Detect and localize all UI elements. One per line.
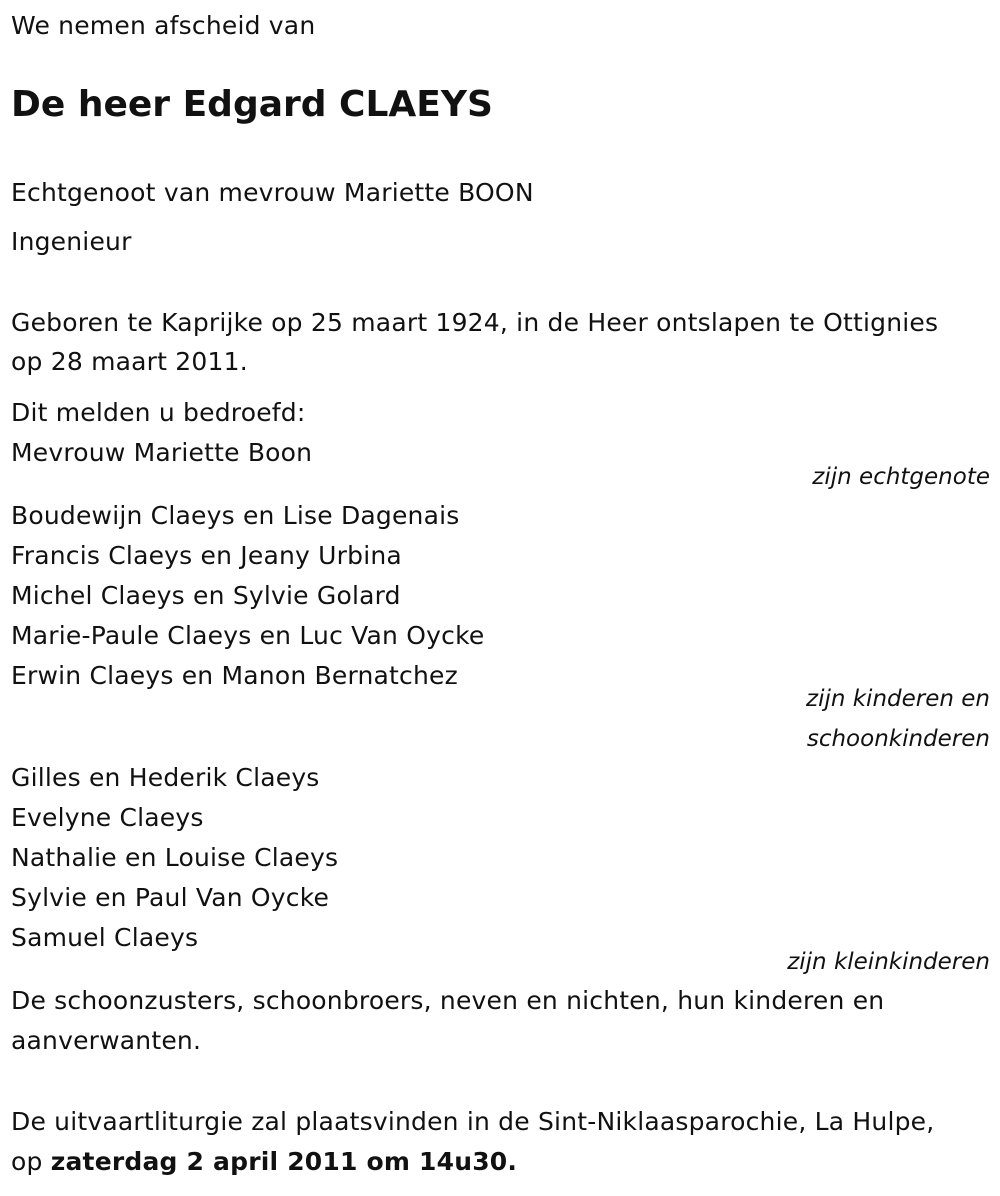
list-item: Boudewijn Claeys en Lise Dagenais: [11, 501, 460, 530]
list-item: Michel Claeys en Sylvie Golard: [11, 581, 401, 610]
funeral-line-1: De uitvaartliturgie zal plaatsvinden in de Sint-Niklaasparochie, La Hulpe,: [11, 1107, 935, 1136]
children-relation-line-1: zijn kinderen en: [806, 686, 990, 712]
list-item: Erwin Claeys en Manon Bernatchez: [11, 661, 458, 690]
relatives-line-2: aanverwanten.: [11, 1026, 202, 1055]
birth-line-1: Geboren te Kaprijke op 25 maart 1924, in de Heer ontslapen te Ottignies: [11, 308, 939, 337]
list-item: Sylvie en Paul Van Oycke: [11, 883, 330, 912]
children-relation-line-2: schoonkinderen: [806, 726, 990, 752]
spouse-line: Echtgenoot van mevrouw Mariette BOON: [11, 178, 534, 207]
funeral-date: zaterdag 2 april 2011 om 14u30.: [50, 1147, 518, 1176]
profession: Ingenieur: [11, 227, 132, 256]
list-item: Gilles en Hederik Claeys: [11, 763, 320, 792]
list-item: Nathalie en Louise Claeys: [11, 843, 339, 872]
spouse-name: Mevrouw Mariette Boon: [11, 438, 313, 467]
spouse-relation: zijn echtgenote: [812, 464, 990, 490]
deceased-name-title: De heer Edgard CLAEYS: [11, 84, 493, 125]
list-item: Marie-Paule Claeys en Luc Van Oycke: [11, 621, 485, 650]
funeral-prefix: op: [11, 1147, 43, 1176]
list-item: Francis Claeys en Jeany Urbina: [11, 541, 402, 570]
funeral-line-2: [11, 1146, 517, 1178]
list-item: Samuel Claeys: [11, 923, 199, 952]
relatives-line-1: De schoonzusters, schoonbroers, neven en nichten, hun kinderen en: [11, 986, 885, 1015]
birth-line-2: op 28 maart 2011.: [11, 347, 248, 376]
announce-text: Dit melden u bedroefd:: [11, 398, 306, 427]
intro-text: We nemen afscheid van: [11, 11, 316, 40]
grandchildren-relation: zijn kleinkinderen: [787, 949, 990, 975]
list-item: Evelyne Claeys: [11, 803, 204, 832]
